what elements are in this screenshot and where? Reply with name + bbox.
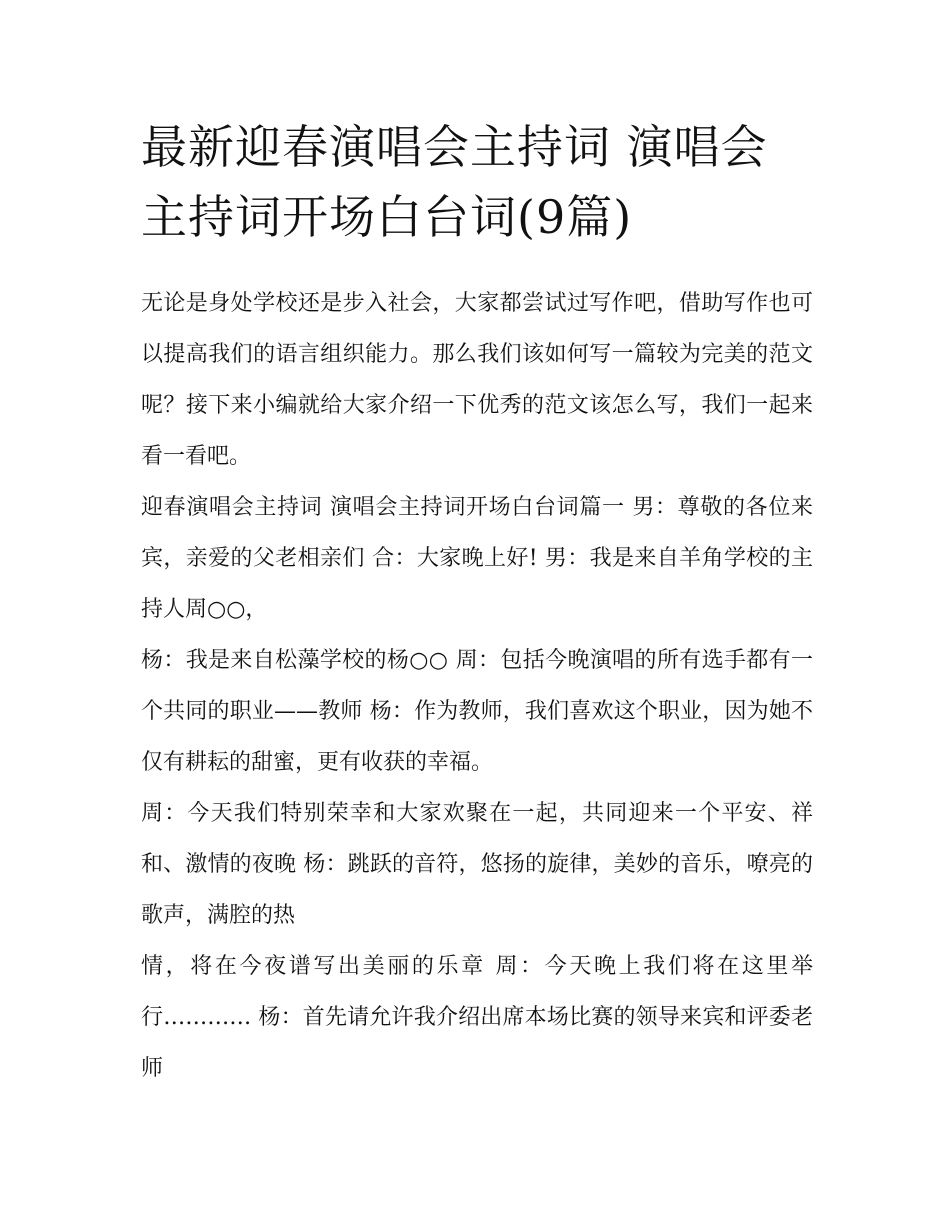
intro-paragraph: 无论是身处学校还是步入社会，大家都尝试过写作吧，借助写作也可以提高我们的语言组织能力。那么我们该如何写一篇较为完美的范文呢？接下来小编就给大家介绍一下优秀的范文该怎么写，我们一起来看一看吧。 bbox=[141, 291, 813, 469]
document-title: 最新迎春演唱会主持词 演唱会主持词开场白台词(9篇) bbox=[141, 120, 768, 244]
body-paragraph: 杨：我是来自松藻学校的杨○○ 周：包括今晚演唱的所有选手都有一个共同的职业——教师 杨：作为教师，我们喜欢这个职业，因为她不仅有耕耘的甜蜜，更有收获的幸福。 bbox=[141, 648, 813, 775]
body-paragraph: 情，将在今夜谱写出美丽的乐章 周：今天晚上我们将在这里举行………… 杨：首先请允许我介绍出席本场比赛的领导来宾和评委老师 bbox=[141, 954, 813, 1081]
body-paragraph: 周：今天我们特别荣幸和大家欢聚在一起，共同迎来一个平安、祥和、激情的夜晚 杨：跳跃的音符，悠扬的旋律，美妙的音乐，嘹亮的歌声，满腔的热 bbox=[141, 801, 813, 928]
body-paragraph: 迎春演唱会主持词 演唱会主持词开场白台词篇一 男：尊敬的各位来宾，亲爱的父老相亲们 合：大家晚上好! 男：我是来自羊角学校的主持人周○○， bbox=[141, 495, 813, 622]
document-page bbox=[141, 112, 813, 1094]
